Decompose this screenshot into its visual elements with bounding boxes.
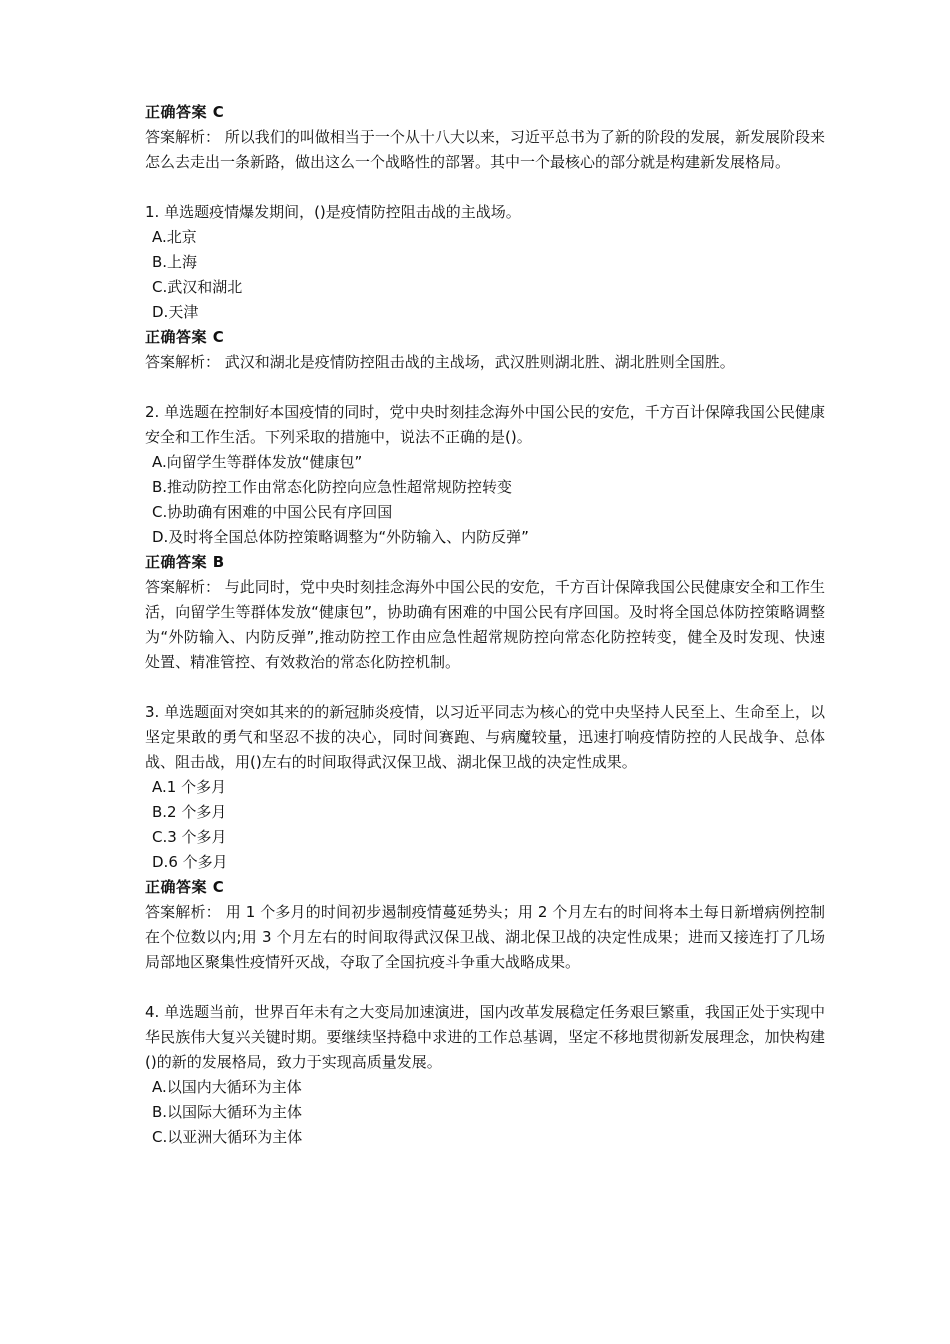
option-b: B.2 个多月: [152, 803, 227, 821]
answer-explanation: 答案解析： 用 1 个多月的时间初步遏制疫情蔓延势头；用 2 个月左右的时间将本土每日新增病例控制在个位数以内;用 3 个月左右的时间取得武汉保卫战、湖北保卫战的决定性成果；进而又接连打了几场局部地区聚集性疫情歼灭战，夺取了全国抗疫斗争重大战略成果。: [145, 903, 825, 971]
question-2: [145, 400, 825, 675]
question-stem: 1. 单选题疫情爆发期间，()是疫情防控阻击战的主战场。: [145, 203, 521, 221]
option-a: A.1 个多月: [152, 778, 227, 796]
option-c: C.协助确有困难的中国公民有序回国: [152, 503, 393, 521]
question-1: [145, 200, 825, 375]
question-stem: 4. 单选题当前，世界百年未有之大变局加速演进，国内改革发展稳定任务艰巨繁重，我国正处于实现中华民族伟大复兴关键时期。要继续坚持稳中求进的工作总基调，坚定不移地贯彻新发展理念，加快构建()的新的发展格局，致力于实现高质量发展。: [145, 1003, 825, 1071]
option-list: [145, 775, 825, 875]
option-b: B.推动防控工作由常态化防控向应急性超常规防控转变: [152, 478, 513, 496]
question-stem: 2. 单选题在控制好本国疫情的同时，党中央时刻挂念海外中国公民的安危，千方百计保障我国公民健康安全和工作生活。下列采取的措施中，说法不正确的是()。: [145, 403, 825, 446]
correct-answer: 正确答案 C: [145, 103, 225, 121]
question-3: [145, 700, 825, 975]
intro-section: [145, 100, 825, 175]
option-d: D.6 个多月: [152, 853, 228, 871]
question-stem: 3. 单选题面对突如其来的的新冠肺炎疫情，以习近平同志为核心的党中央坚持人民至上、生命至上，以坚定果敢的勇气和坚忍不拔的决心，同时间赛跑、与病魔较量，迅速打响疫情防控的人民战争、总体战、阻击战，用()左右的时间取得武汉保卫战、湖北保卫战的决定性成果。: [145, 703, 825, 771]
option-list: [145, 1075, 825, 1150]
option-a: A.向留学生等群体发放“健康包”: [152, 453, 363, 471]
correct-answer: 正确答案 C: [145, 328, 225, 346]
answer-explanation: 答案解析： 与此同时，党中央时刻挂念海外中国公民的安危，千方百计保障我国公民健康安全和工作生活，向留学生等群体发放“健康包”，协助确有困难的中国公民有序回国。及时将全国总体防控策略调整为“外防输入、内防反弹”,推动防控工作由应急性超常规防控向常态化防控转变，健全及时发现、快速处置、精准管控、有效救治的常态化防控机制。: [145, 578, 825, 671]
option-c: C.3 个多月: [152, 828, 227, 846]
option-c: C.武汉和湖北: [152, 278, 243, 296]
option-b: B.以国际大循环为主体: [152, 1103, 303, 1121]
option-list: [145, 225, 825, 325]
option-list: [145, 450, 825, 550]
option-a: A.北京: [152, 228, 197, 246]
correct-answer: 正确答案 C: [145, 878, 225, 896]
option-b: B.上海: [152, 253, 198, 271]
question-4: [145, 1000, 825, 1150]
answer-explanation: 答案解析： 所以我们的叫做相当于一个从十八大以来，习近平总书为了新的阶段的发展，新发展阶段来怎么去走出一条新路，做出这么一个战略性的部署。其中一个最核心的部分就是构建新发展格局。: [145, 128, 825, 171]
option-d: D.及时将全国总体防控策略调整为“外防输入、内防反弹”: [152, 528, 529, 546]
option-c: C.以亚洲大循环为主体: [152, 1128, 303, 1146]
option-a: A.以国内大循环为主体: [152, 1078, 302, 1096]
document-page: [145, 100, 825, 1150]
correct-answer: 正确答案 B: [145, 553, 225, 571]
answer-explanation: 答案解析： 武汉和湖北是疫情防控阻击战的主战场，武汉胜则湖北胜、湖北胜则全国胜。: [145, 353, 735, 371]
option-d: D.天津: [152, 303, 199, 321]
